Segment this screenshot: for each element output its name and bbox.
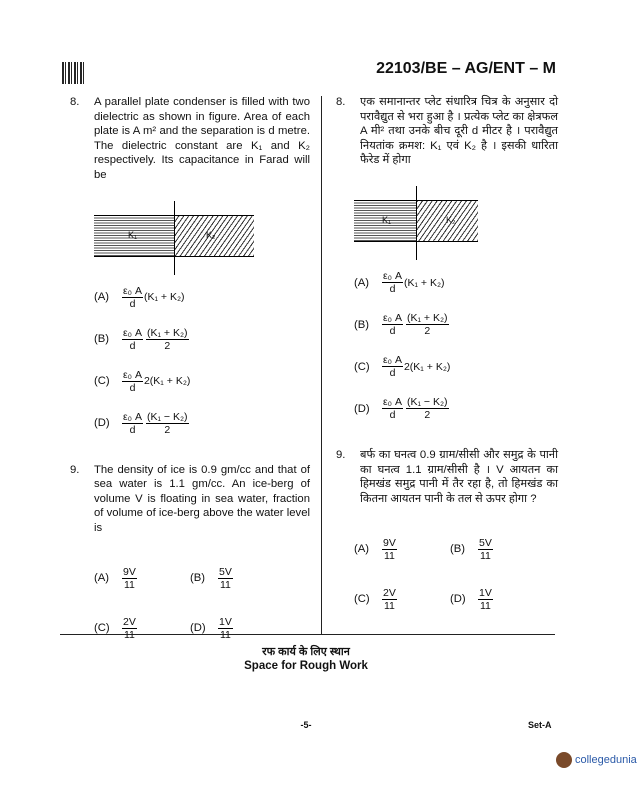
numerator: ε₀ A — [383, 396, 402, 409]
option-d — [354, 388, 558, 430]
option-c — [94, 361, 310, 403]
denominator: d — [129, 382, 136, 395]
k1-label: K₁ — [128, 229, 138, 240]
option-label: (A) — [354, 276, 370, 289]
question-number: 9. — [70, 463, 80, 476]
option-label: (D) — [354, 402, 370, 415]
numerator: 9V — [123, 566, 136, 579]
denominator: 11 — [383, 599, 395, 612]
denominator: 11 — [219, 629, 231, 642]
option-label: (B) — [190, 572, 206, 585]
k1-label: K₁ — [382, 214, 392, 225]
option-d — [450, 574, 546, 624]
numerator: 2V — [123, 616, 136, 629]
fraction — [478, 587, 493, 612]
question-number: 9. — [336, 448, 346, 461]
numerator: 9V — [383, 536, 396, 549]
numerator: ε₀ A — [123, 411, 142, 424]
fraction — [122, 369, 143, 394]
denominator: d — [389, 367, 396, 380]
capacitor-figure — [94, 193, 310, 273]
divider-line — [174, 201, 175, 275]
page-number: -5- — [300, 720, 312, 730]
fraction — [122, 616, 137, 641]
hindi-column — [336, 95, 558, 624]
fraction — [122, 566, 137, 591]
fraction — [406, 312, 449, 337]
rough-work-label: Space for Rough Work — [244, 660, 368, 672]
option-label: (C) — [354, 360, 370, 373]
q8-options-en — [94, 277, 310, 445]
option-c — [354, 574, 450, 624]
numerator: ε₀ A — [383, 354, 402, 367]
fraction — [382, 396, 403, 421]
option-expression: 2(K₁ + K₂) — [403, 360, 451, 373]
q9-options-en — [94, 554, 310, 654]
set-label: Set-A — [528, 720, 552, 730]
denominator: d — [129, 340, 136, 353]
fraction — [478, 537, 493, 562]
fraction — [382, 537, 397, 562]
numerator: 5V — [479, 536, 492, 549]
denominator: d — [129, 424, 136, 437]
fraction — [382, 312, 403, 337]
option-label: (D) — [94, 417, 110, 430]
denominator: 11 — [123, 629, 135, 642]
option-b — [94, 319, 310, 361]
option-expression: 2(K₁ + K₂) — [143, 375, 191, 388]
question-9-en — [70, 463, 310, 536]
denominator: 11 — [123, 579, 135, 592]
denominator: 11 — [383, 549, 395, 562]
numerator: (K₁ − K₂) — [146, 411, 188, 424]
english-column — [70, 95, 310, 654]
option-label: (A) — [354, 543, 370, 556]
fraction — [218, 616, 233, 641]
numerator: (K₁ + K₂) — [146, 327, 188, 340]
question-number: 8. — [70, 96, 80, 108]
k2-label: K₂ — [206, 229, 216, 240]
option-label: (C) — [94, 375, 110, 388]
question-text: एक समानान्तर प्लेट संधारित्र चित्र के अनुसार दो परावैद्युत से भरा हुआ है । प्रत्येक प्लेट का क्षेत्रफल A मी² तथा उनके बीच दूरी d मीटर है । परावैद्युत नियतांक क्रमश: K₁ एवं K₂ है । इसकी धारिता फैरेड में होगा — [360, 96, 558, 167]
numerator: 1V — [219, 616, 232, 629]
denominator: d — [389, 283, 396, 296]
option-b — [190, 554, 286, 604]
fraction — [146, 327, 189, 352]
option-label: (C) — [354, 593, 370, 606]
numerator: (K₁ + K₂) — [406, 312, 448, 325]
option-label: (B) — [94, 333, 110, 346]
denominator: 2 — [164, 340, 171, 353]
option-label: (D) — [190, 622, 206, 635]
barcode — [62, 62, 86, 84]
option-label: (B) — [450, 543, 466, 556]
fraction — [382, 587, 397, 612]
numerator: (K₁ − K₂) — [406, 396, 448, 409]
fraction — [122, 285, 143, 310]
option-label: (A) — [94, 291, 110, 304]
option-b — [354, 304, 558, 346]
k2-label: K₂ — [446, 214, 456, 225]
fraction — [382, 270, 403, 295]
question-9-hi — [336, 448, 558, 506]
option-label: (A) — [94, 572, 110, 585]
option-label: (C) — [94, 622, 110, 635]
numerator: ε₀ A — [123, 285, 142, 298]
numerator: ε₀ A — [123, 327, 142, 340]
denominator: 11 — [479, 549, 491, 562]
option-expression: (K₁ + K₂) — [403, 276, 445, 289]
numerator: 1V — [479, 586, 492, 599]
denominator: 2 — [164, 424, 171, 437]
numerator: 2V — [383, 586, 396, 599]
numerator: ε₀ A — [123, 369, 142, 382]
denominator: d — [389, 325, 396, 338]
question-text: बर्फ का घनत्व 0.9 ग्राम/सीसी और समुद्र के पानी का घनत्व 1.1 ग्राम/सीसी है । V आयतन का हिमखंड समुद्र पानी में तैर रहा है, तो हिमखंड का कितना आयतन पानी के तल से ऊपर होगा ? — [360, 448, 558, 505]
option-a — [94, 554, 190, 604]
paper-code: 22103/BE – AG/ENT – M — [376, 60, 556, 77]
fraction — [146, 411, 189, 436]
fraction — [218, 566, 233, 591]
question-text: The density of ice is 0.9 gm/cc and that of sea water is 1.1 gm/cc. An ice-berg of volume V is floating in sea water, fraction of volume of ice-berg above the water level is — [94, 463, 310, 534]
mascot-icon — [556, 752, 572, 768]
option-label: (B) — [354, 318, 370, 331]
question-8-hi — [336, 95, 558, 168]
option-a — [354, 262, 558, 304]
option-label: (D) — [450, 593, 466, 606]
option-b — [450, 524, 546, 574]
fraction — [382, 354, 403, 379]
column-divider — [321, 96, 322, 634]
numerator: ε₀ A — [383, 312, 402, 325]
denominator: 2 — [424, 325, 431, 338]
denominator: 11 — [479, 599, 491, 612]
option-a — [354, 524, 450, 574]
numerator: ε₀ A — [383, 270, 402, 283]
fraction — [122, 411, 143, 436]
question-8-en — [70, 95, 310, 183]
option-expression: (K₁ + K₂) — [143, 291, 185, 304]
divider-line — [416, 186, 417, 260]
rough-work-label-hindi: रफ कार्य के लिए स्थान — [262, 646, 350, 658]
numerator: 5V — [219, 566, 232, 579]
q8-options-hi — [354, 262, 558, 430]
option-c — [354, 346, 558, 388]
logo-text: collegedunia — [575, 754, 637, 766]
fraction — [406, 396, 449, 421]
fraction — [122, 327, 143, 352]
question-text: A parallel plate condenser is filled with two dielectric as shown in figure. Area of each plate is A m² and the separation is d metre. The dielectric constant are K₁ and K₂ respectively. Its capacitance in Farad will be — [94, 96, 310, 181]
question-number: 8. — [336, 96, 346, 108]
collegedunia-logo — [556, 752, 637, 768]
denominator: d — [129, 298, 136, 311]
denominator: d — [389, 409, 396, 422]
option-a — [94, 277, 310, 319]
capacitor-figure — [354, 178, 558, 258]
denominator: 11 — [219, 579, 231, 592]
q9-options-hi — [354, 524, 558, 624]
option-d — [94, 403, 310, 445]
denominator: 2 — [424, 409, 431, 422]
